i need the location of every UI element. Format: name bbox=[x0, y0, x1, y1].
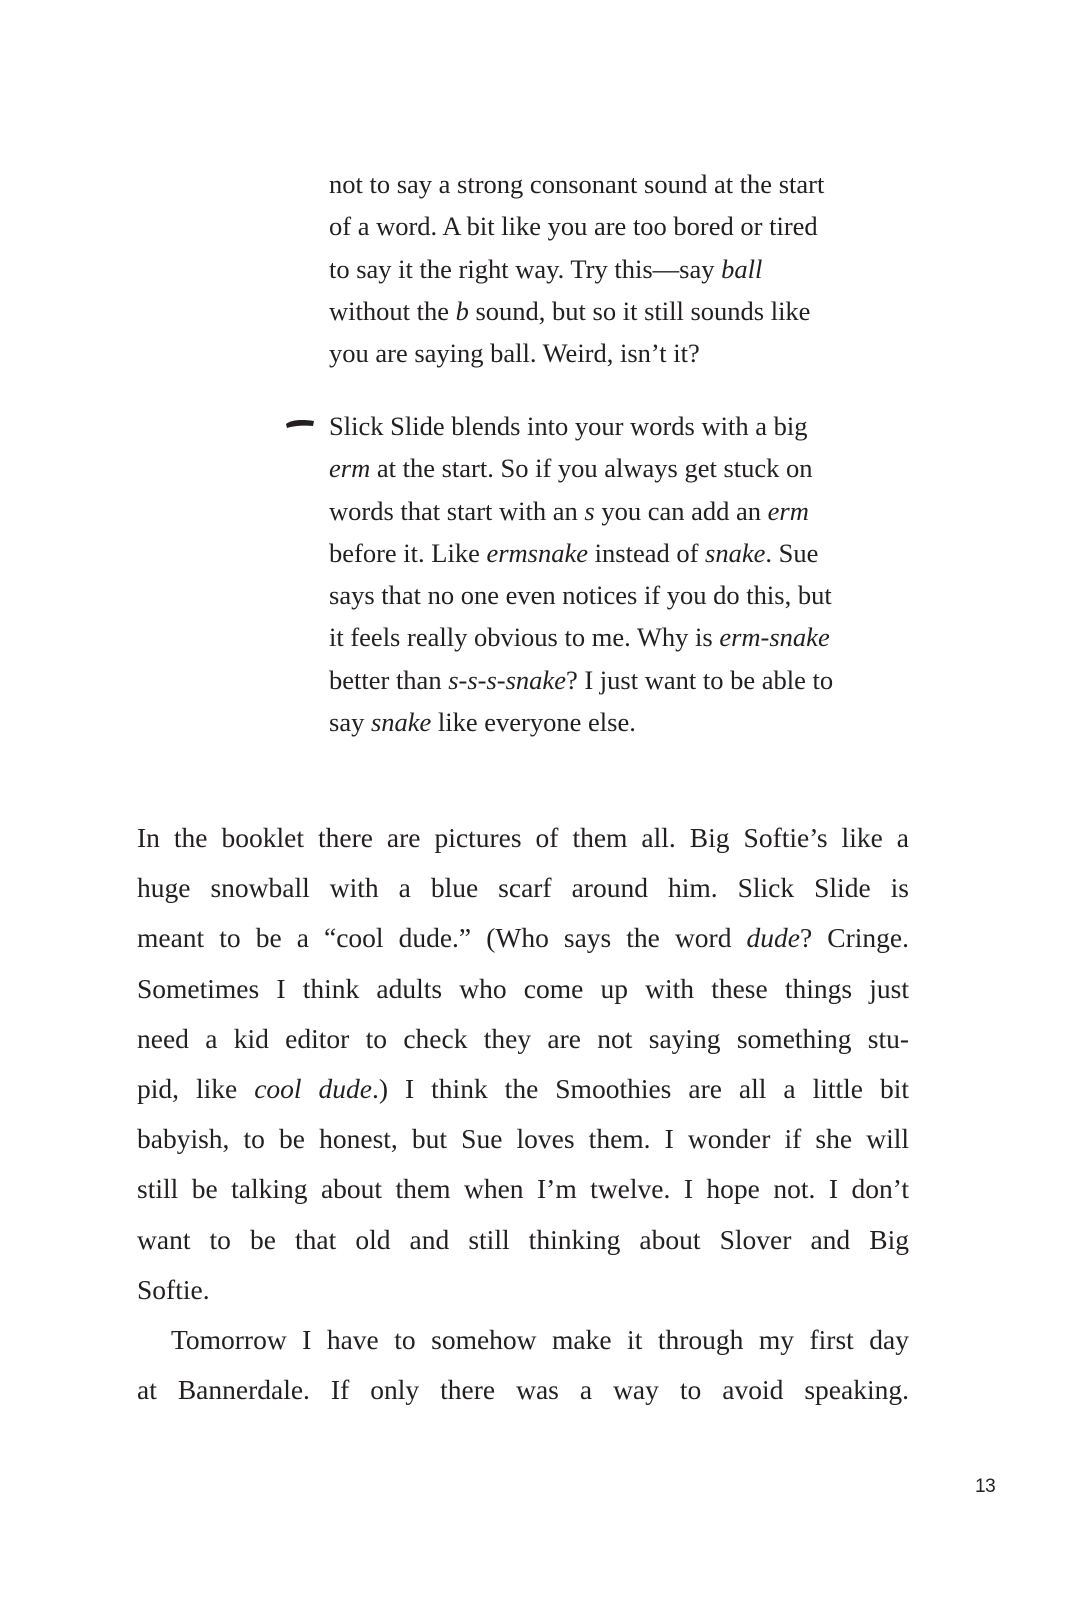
text-run: say bbox=[329, 707, 371, 738]
italic-text-run: snake bbox=[705, 537, 766, 568]
italic-text-run: erm bbox=[767, 495, 809, 526]
text-run: instead of bbox=[588, 537, 706, 568]
text-line bbox=[329, 290, 909, 332]
italic-text-run: snake bbox=[370, 707, 432, 738]
text-line bbox=[137, 1265, 909, 1315]
text-run: of a word. A bit like you are too bored or tired bbox=[329, 211, 818, 242]
text-run: In the booklet there are pictures of them all. Big Softie’s like a bbox=[137, 822, 909, 853]
text-run: says that no one even notices if you do this, but bbox=[329, 580, 832, 611]
text-line bbox=[137, 1014, 909, 1064]
text-run: you are saying ball. Weird, isn’t it? bbox=[329, 338, 700, 369]
text-run: it feels really obvious to me. Why is bbox=[329, 622, 720, 653]
text-run: words that start with an bbox=[329, 495, 585, 526]
text-run: want to be that old and still thinking about Slover and Big bbox=[137, 1223, 909, 1255]
text-line bbox=[329, 659, 909, 701]
text-line bbox=[329, 616, 909, 658]
text-run: not to say a strong consonant sound at the start bbox=[329, 169, 825, 199]
text-run: pid, like bbox=[137, 1073, 255, 1105]
text-run: meant to be a “cool dude.” (Who says the word bbox=[137, 922, 747, 954]
text-line bbox=[137, 863, 909, 913]
page-number: 13 bbox=[975, 1476, 996, 1497]
italic-text-run: erm-snake bbox=[719, 622, 830, 653]
text-line bbox=[137, 1215, 909, 1265]
italic-text-run: cool dude bbox=[254, 1073, 373, 1105]
text-run: at Bannerdale. If only there was a way to avoid speaking. bbox=[137, 1374, 909, 1406]
body-paragraphs bbox=[137, 813, 909, 1415]
text-run: need a kid editor to check they are not saying something stu- bbox=[137, 1022, 909, 1054]
text-line bbox=[329, 163, 909, 205]
italic-text-run: s-s-s-snake bbox=[448, 664, 566, 695]
text-line bbox=[137, 1114, 909, 1164]
text-line bbox=[329, 205, 909, 247]
text-run: . Sue bbox=[765, 537, 819, 568]
text-run: without the bbox=[329, 295, 456, 326]
italic-text-run: ball bbox=[721, 253, 763, 284]
text-run: Softie. bbox=[137, 1273, 210, 1305]
text-run: huge snowball with a blue scarf around him. Slick Slide is bbox=[137, 872, 909, 904]
text-run: like everyone else. bbox=[431, 707, 636, 738]
text-line bbox=[329, 405, 909, 447]
text-line bbox=[329, 248, 909, 290]
text-run: you can add an bbox=[594, 495, 768, 526]
text-run: to say it the right way. Try this—say bbox=[329, 253, 722, 284]
italic-text-run: ermsnake bbox=[486, 537, 589, 568]
text-line bbox=[329, 447, 909, 489]
italic-text-run: b bbox=[455, 295, 469, 326]
text-run: .) I think the Smoothies are all a little bit bbox=[372, 1073, 909, 1105]
text-line bbox=[329, 574, 909, 616]
italic-text-run: dude bbox=[746, 922, 800, 954]
list-item-continuation bbox=[329, 163, 909, 374]
italic-text-run: s bbox=[584, 495, 595, 526]
text-line bbox=[137, 1164, 909, 1214]
text-run: Sometimes I think adults who come up with these things just bbox=[137, 972, 909, 1004]
text-run: better than bbox=[329, 664, 449, 695]
text-line bbox=[329, 701, 909, 743]
text-line bbox=[137, 1064, 909, 1114]
text-run: Slick Slide blends into your words with a big bbox=[329, 411, 808, 441]
text-run: sound, but so it still sounds like bbox=[468, 295, 811, 326]
text-line bbox=[329, 332, 909, 374]
list-item-slick-slide bbox=[329, 405, 909, 743]
text-line bbox=[329, 532, 909, 574]
text-line bbox=[137, 813, 909, 863]
text-run: babyish, to be honest, but Sue loves them. I wonder if she will bbox=[137, 1123, 909, 1155]
text-run: ? Cringe. bbox=[800, 922, 909, 954]
text-line bbox=[137, 1315, 909, 1365]
dash-bullet-icon bbox=[285, 416, 315, 430]
italic-text-run: erm bbox=[329, 453, 371, 484]
text-line bbox=[137, 913, 909, 963]
text-line bbox=[329, 490, 909, 532]
text-run: before it. Like bbox=[329, 537, 487, 568]
text-run: still be talking about them when I’m twelve. I hope not. I don’t bbox=[137, 1173, 909, 1205]
text-run: Tomorrow I have to somehow make it through my first day bbox=[171, 1324, 909, 1356]
text-run: at the start. So if you always get stuck on bbox=[370, 453, 813, 484]
text-line bbox=[137, 964, 909, 1014]
text-run: ? I just want to be able to bbox=[565, 664, 834, 695]
text-line bbox=[137, 1365, 909, 1415]
